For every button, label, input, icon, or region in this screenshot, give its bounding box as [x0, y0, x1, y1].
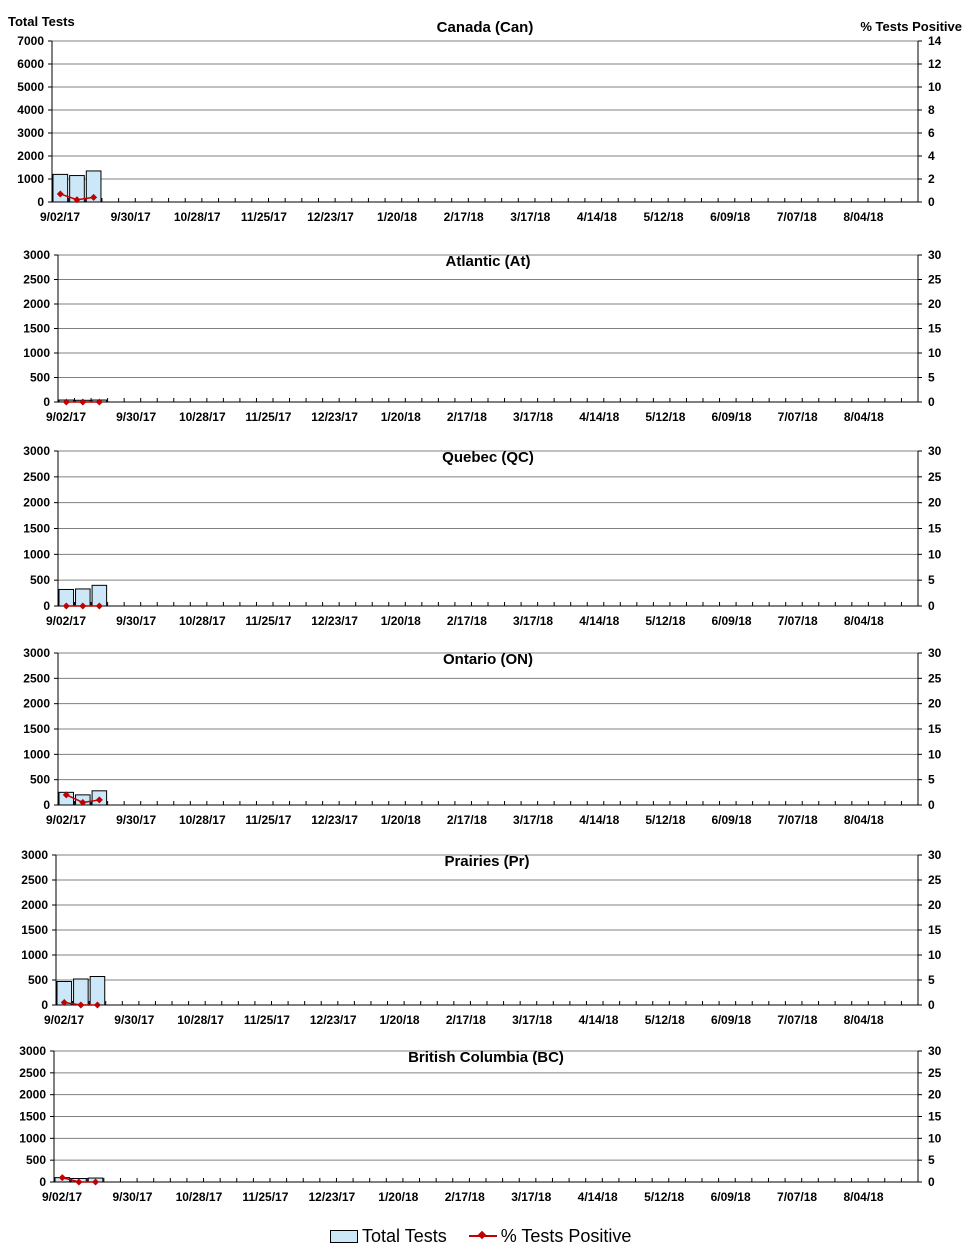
x-tick-label: 9/02/17 [45, 410, 87, 424]
y-tick-label: 2000 [23, 297, 50, 311]
y-tick-label: 1500 [19, 1109, 46, 1124]
y-tick-label: 1500 [23, 521, 50, 536]
x-tick-label: 4/14/18 [576, 210, 617, 224]
y-tick-label: 500 [29, 573, 50, 588]
x-tick-label: 2/17/18 [445, 1013, 486, 1027]
x-tick-label: 2/17/18 [446, 614, 487, 628]
x-tick-label: 1/20/18 [378, 1190, 419, 1204]
x-tick-label: 4/14/18 [579, 614, 620, 628]
x-tick-label: 11/25/17 [240, 210, 287, 224]
y-tick-label: 3000 [17, 126, 44, 140]
y2-tick-label: 25 [928, 1065, 942, 1080]
x-tick-label: 4/14/18 [579, 813, 620, 827]
x-tick-label: 9/02/17 [41, 1190, 83, 1204]
x-tick-label: 4/14/18 [578, 1013, 619, 1027]
y2-tick-label: 15 [928, 923, 942, 937]
y2-tick-label: 4 [928, 149, 935, 163]
x-tick-label: 9/30/17 [116, 813, 157, 827]
legend-item-percent-positive [469, 1226, 632, 1247]
x-tick-label: 12/23/17 [311, 813, 358, 827]
y2-tick-label: 0 [928, 599, 935, 613]
y2-tick-label: 12 [928, 57, 942, 71]
x-tick-label: 1/20/18 [380, 813, 421, 827]
y2-tick-label: 15 [928, 1109, 942, 1124]
x-tick-label: 9/30/17 [114, 1013, 155, 1027]
right-axis-header: % Tests Positive [860, 19, 962, 34]
y2-tick-label: 0 [928, 998, 935, 1012]
y-tick-label: 500 [29, 772, 50, 787]
x-tick-label: 8/04/18 [843, 410, 884, 424]
x-tick-label: 11/25/17 [245, 614, 292, 628]
x-tick-label: 9/30/17 [112, 1190, 153, 1204]
x-tick-label: 8/04/18 [843, 1190, 884, 1204]
x-tick-label: 2/17/18 [443, 210, 484, 224]
y2-tick-label: 30 [928, 444, 942, 458]
y-tick-label: 2000 [21, 898, 48, 912]
x-tick-label: 5/12/18 [644, 1013, 685, 1027]
y-tick-label: 4000 [17, 103, 44, 117]
x-tick-label: 12/23/17 [311, 614, 358, 628]
y-tick-label: 1000 [17, 172, 44, 186]
x-tick-label: 12/23/17 [308, 1190, 356, 1204]
x-tick-label: 8/04/18 [843, 614, 884, 628]
chart-title: Atlantic (At) [445, 253, 531, 270]
x-tick-label: 6/09/18 [710, 210, 751, 224]
x-tick-label: 7/07/18 [777, 1013, 818, 1027]
y2-tick-label: 10 [928, 547, 942, 562]
y2-tick-label: 5 [928, 973, 935, 987]
y2-tick-label: 0 [928, 195, 935, 209]
x-tick-label: 11/25/17 [245, 410, 292, 424]
y2-tick-label: 0 [928, 1175, 935, 1189]
y2-tick-label: 10 [928, 1131, 942, 1146]
y-tick-label: 500 [25, 1153, 46, 1168]
y-tick-label: 3000 [23, 444, 50, 458]
x-tick-label: 10/28/17 [175, 1190, 223, 1204]
y2-tick-label: 20 [928, 696, 942, 711]
y-tick-label: 2500 [23, 469, 50, 484]
y-tick-label: 0 [37, 195, 44, 209]
y-tick-label: 1500 [21, 923, 48, 937]
x-tick-label: 7/07/18 [777, 813, 818, 827]
y2-tick-label: 5 [928, 573, 935, 588]
x-tick-label: 7/07/18 [777, 1190, 818, 1204]
y-tick-label: 3000 [23, 248, 50, 262]
y-tick-label: 1000 [23, 346, 50, 360]
x-tick-label: 11/25/17 [243, 1013, 290, 1027]
x-tick-label: 9/02/17 [45, 813, 87, 827]
x-tick-label: 9/30/17 [116, 614, 157, 628]
x-tick-label: 6/09/18 [711, 410, 752, 424]
x-tick-label: 3/17/18 [511, 1190, 552, 1204]
x-tick-label: 11/25/17 [242, 1190, 289, 1204]
y-tick-label: 1000 [23, 747, 50, 762]
y-tick-label: 2000 [23, 696, 50, 711]
y-tick-label: 2500 [19, 1065, 46, 1080]
y2-tick-label: 20 [928, 1087, 942, 1102]
y2-tick-label: 20 [928, 898, 942, 912]
percent-positive-point [79, 399, 86, 406]
y2-tick-label: 25 [928, 272, 942, 287]
y2-tick-label: 30 [928, 248, 942, 262]
x-tick-label: 3/17/18 [512, 1013, 553, 1027]
y-tick-label: 1500 [23, 722, 50, 736]
y-tick-label: 1000 [21, 948, 48, 962]
x-tick-label: 2/17/18 [446, 410, 487, 424]
y2-tick-label: 10 [928, 948, 942, 962]
y-tick-label: 500 [27, 973, 48, 987]
x-tick-label: 8/04/18 [843, 1013, 884, 1027]
y2-tick-label: 6 [928, 126, 935, 140]
y-tick-label: 0 [39, 1175, 46, 1189]
x-tick-label: 9/02/17 [39, 210, 81, 224]
legend-label-total-tests: Total Tests [362, 1225, 447, 1246]
y2-tick-label: 0 [928, 395, 935, 409]
bar [90, 977, 105, 1006]
x-tick-label: 7/07/18 [777, 410, 818, 424]
x-tick-label: 12/23/17 [311, 410, 358, 424]
y-tick-label: 2500 [23, 272, 50, 287]
y2-tick-label: 30 [928, 1044, 942, 1058]
y-tick-label: 2500 [23, 671, 50, 686]
x-tick-label: 3/17/18 [513, 410, 554, 424]
y-tick-label: 0 [43, 395, 50, 409]
x-tick-label: 5/12/18 [643, 210, 684, 224]
left-axis-header: Total Tests [8, 14, 75, 29]
y2-tick-label: 2 [928, 172, 935, 186]
y-tick-label: 3000 [21, 848, 48, 862]
y-tick-label: 1500 [23, 321, 50, 336]
x-tick-label: 5/12/18 [645, 813, 686, 827]
x-tick-label: 12/23/17 [307, 210, 354, 224]
x-tick-label: 7/07/18 [777, 614, 818, 628]
x-tick-label: 12/23/17 [309, 1013, 357, 1027]
y2-tick-label: 25 [928, 671, 942, 686]
legend [330, 1222, 653, 1250]
y-tick-label: 7000 [17, 34, 44, 48]
x-tick-label: 9/02/17 [45, 614, 87, 628]
x-tick-label: 10/28/17 [178, 813, 226, 827]
x-tick-label: 1/20/18 [380, 410, 421, 424]
y2-tick-label: 8 [928, 103, 935, 117]
y2-tick-label: 25 [928, 469, 942, 484]
x-tick-label: 6/09/18 [710, 1190, 751, 1204]
chart-title: British Columbia (BC) [408, 1049, 564, 1066]
chart-title: Quebec (QC) [442, 449, 534, 466]
y-tick-label: 0 [43, 599, 50, 613]
x-tick-label: 4/14/18 [577, 1190, 618, 1204]
x-tick-label: 8/04/18 [843, 813, 884, 827]
x-tick-label: 11/25/17 [245, 813, 292, 827]
x-tick-label: 6/09/18 [711, 813, 752, 827]
y2-tick-label: 5 [928, 1153, 935, 1168]
y2-tick-label: 25 [928, 873, 942, 887]
x-tick-label: 7/07/18 [776, 210, 817, 224]
x-tick-label: 1/20/18 [379, 1013, 420, 1027]
y2-tick-label: 5 [928, 370, 935, 385]
y2-tick-label: 30 [928, 848, 942, 862]
bar-swatch-icon [330, 1230, 358, 1243]
x-tick-label: 9/30/17 [110, 210, 151, 224]
y2-tick-label: 10 [928, 80, 942, 94]
chart-title: Prairies (Pr) [444, 853, 530, 870]
bar [74, 979, 89, 1005]
chart-title: Canada (Can) [436, 19, 534, 36]
y2-tick-label: 20 [928, 495, 942, 510]
y-tick-label: 0 [41, 998, 48, 1012]
y2-tick-label: 0 [928, 798, 935, 812]
y2-tick-label: 5 [928, 772, 935, 787]
legend-label-percent-positive: % Tests Positive [500, 1225, 632, 1246]
y2-tick-label: 15 [928, 722, 942, 736]
y2-tick-label: 10 [928, 346, 942, 360]
x-tick-label: 6/09/18 [711, 1013, 752, 1027]
legend-item-total-tests [330, 1226, 447, 1247]
y2-tick-label: 20 [928, 297, 942, 311]
y2-tick-label: 30 [928, 646, 942, 660]
x-tick-label: 5/12/18 [645, 410, 686, 424]
y2-tick-label: 14 [928, 34, 942, 48]
x-tick-label: 4/14/18 [579, 410, 620, 424]
y-tick-label: 5000 [17, 80, 44, 94]
x-tick-label: 10/28/17 [173, 210, 221, 224]
y-tick-label: 2000 [17, 149, 44, 163]
y2-tick-label: 10 [928, 747, 942, 762]
y2-tick-label: 15 [928, 321, 942, 336]
y-tick-label: 3000 [23, 646, 50, 660]
y-tick-label: 6000 [17, 57, 44, 71]
x-tick-label: 10/28/17 [178, 614, 226, 628]
bar [53, 174, 68, 202]
x-tick-label: 5/12/18 [645, 614, 686, 628]
x-tick-label: 9/30/17 [116, 410, 157, 424]
y-tick-label: 1000 [23, 547, 50, 562]
x-tick-label: 3/17/18 [513, 813, 554, 827]
x-tick-label: 10/28/17 [178, 410, 226, 424]
x-tick-label: 6/09/18 [711, 614, 752, 628]
x-tick-label: 10/28/17 [177, 1013, 224, 1027]
y-tick-label: 0 [43, 798, 50, 812]
chart-title: Ontario (ON) [443, 651, 533, 668]
line-diamond-swatch-icon [469, 1230, 497, 1242]
y-tick-label: 2500 [21, 873, 48, 887]
y-tick-label: 2000 [19, 1087, 46, 1102]
x-tick-label: 1/20/18 [380, 614, 421, 628]
x-tick-label: 8/04/18 [843, 210, 884, 224]
y-tick-label: 3000 [19, 1044, 46, 1058]
x-tick-label: 2/17/18 [444, 1190, 485, 1204]
x-tick-label: 5/12/18 [644, 1190, 685, 1204]
y-tick-label: 1000 [19, 1131, 46, 1146]
y-tick-label: 500 [29, 370, 50, 385]
x-tick-label: 3/17/18 [510, 210, 551, 224]
x-tick-label: 3/17/18 [513, 614, 554, 628]
y2-tick-label: 15 [928, 521, 942, 536]
x-tick-label: 1/20/18 [377, 210, 418, 224]
x-tick-label: 9/02/17 [43, 1013, 85, 1027]
y-tick-label: 2000 [23, 495, 50, 510]
x-tick-label: 2/17/18 [446, 813, 487, 827]
